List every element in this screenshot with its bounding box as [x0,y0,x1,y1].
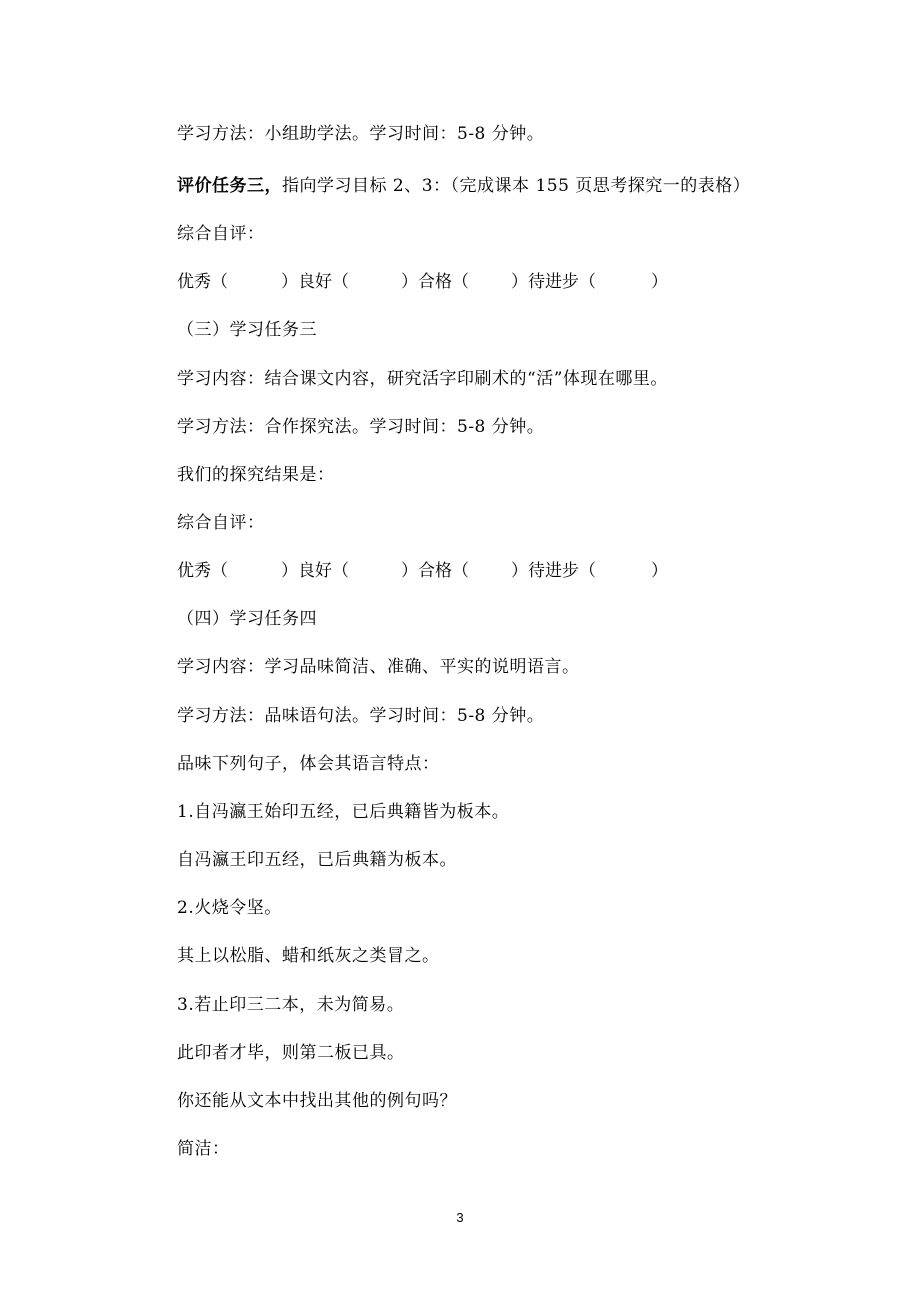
rating-close-paren: ） [651,561,668,581]
evaluation-task-three-heading: 评价任务三， [177,176,282,196]
example-sentence-2a: 2.火烧令坚。 [177,898,282,918]
rating-good-label: ）良好（ [281,561,349,581]
task-four-instruction: 品味下列句子，体会其语言特点： [177,754,440,774]
find-more-examples-question: 你还能从文本中找出其他的例句吗？ [177,1091,457,1111]
example-sentence-1a: 1.自冯瀛王始印五经，已后典籍皆为板本。 [177,802,510,822]
rating-good-label: ）良好（ [281,272,349,292]
task-four-heading: （四）学习任务四 [177,609,317,629]
example-sentence-1b: 自冯瀛王印五经，已后典籍为板本。 [177,850,457,870]
task-three-heading: （三）学习任务三 [177,320,317,340]
example-sentence-3b: 此印者才毕，则第二板已具。 [177,1043,405,1063]
rating-improve-label: ）待进步（ [511,272,596,292]
self-evaluation-label-1: 综合自评： [177,224,265,244]
page-number: 3 [456,1210,464,1225]
rating-pass-label: ）合格（ [401,272,469,292]
rating-excellent-label: 优秀（ [177,272,228,292]
example-sentence-2b: 其上以松脂、蜡和纸灰之类冒之。 [177,946,440,966]
rating-excellent-label: 优秀（ [177,561,228,581]
example-sentence-3a: 3.若止印三二本，未为简易。 [177,995,405,1015]
self-evaluation-label-2: 综合自评： [177,513,265,533]
evaluation-task-three-line [177,176,750,196]
task-four-method: 学习方法：品味语句法。学习时间：5-8 分钟。 [177,706,545,726]
task-three-content: 学习内容：结合课文内容，研究活字印刷术的“活”体现在哪里。 [177,369,668,389]
rating-improve-label: ）待进步（ [511,561,596,581]
evaluation-task-three-description: 指向学习目标 2、3：（完成课本 155 页思考探究一的表格） [282,176,751,196]
concise-label: 简洁： [177,1139,230,1159]
task-three-method: 学习方法：合作探究法。学习时间：5-8 分钟。 [177,417,545,437]
task-three-result-label: 我们的探究结果是： [177,465,335,485]
rating-pass-label: ）合格（ [401,561,469,581]
study-method-line-1: 学习方法：小组助学法。学习时间：5-8 分钟。 [177,124,545,144]
rating-close-paren: ） [651,272,668,292]
task-four-content: 学习内容：学习品味简洁、准确、平实的说明语言。 [177,657,580,677]
